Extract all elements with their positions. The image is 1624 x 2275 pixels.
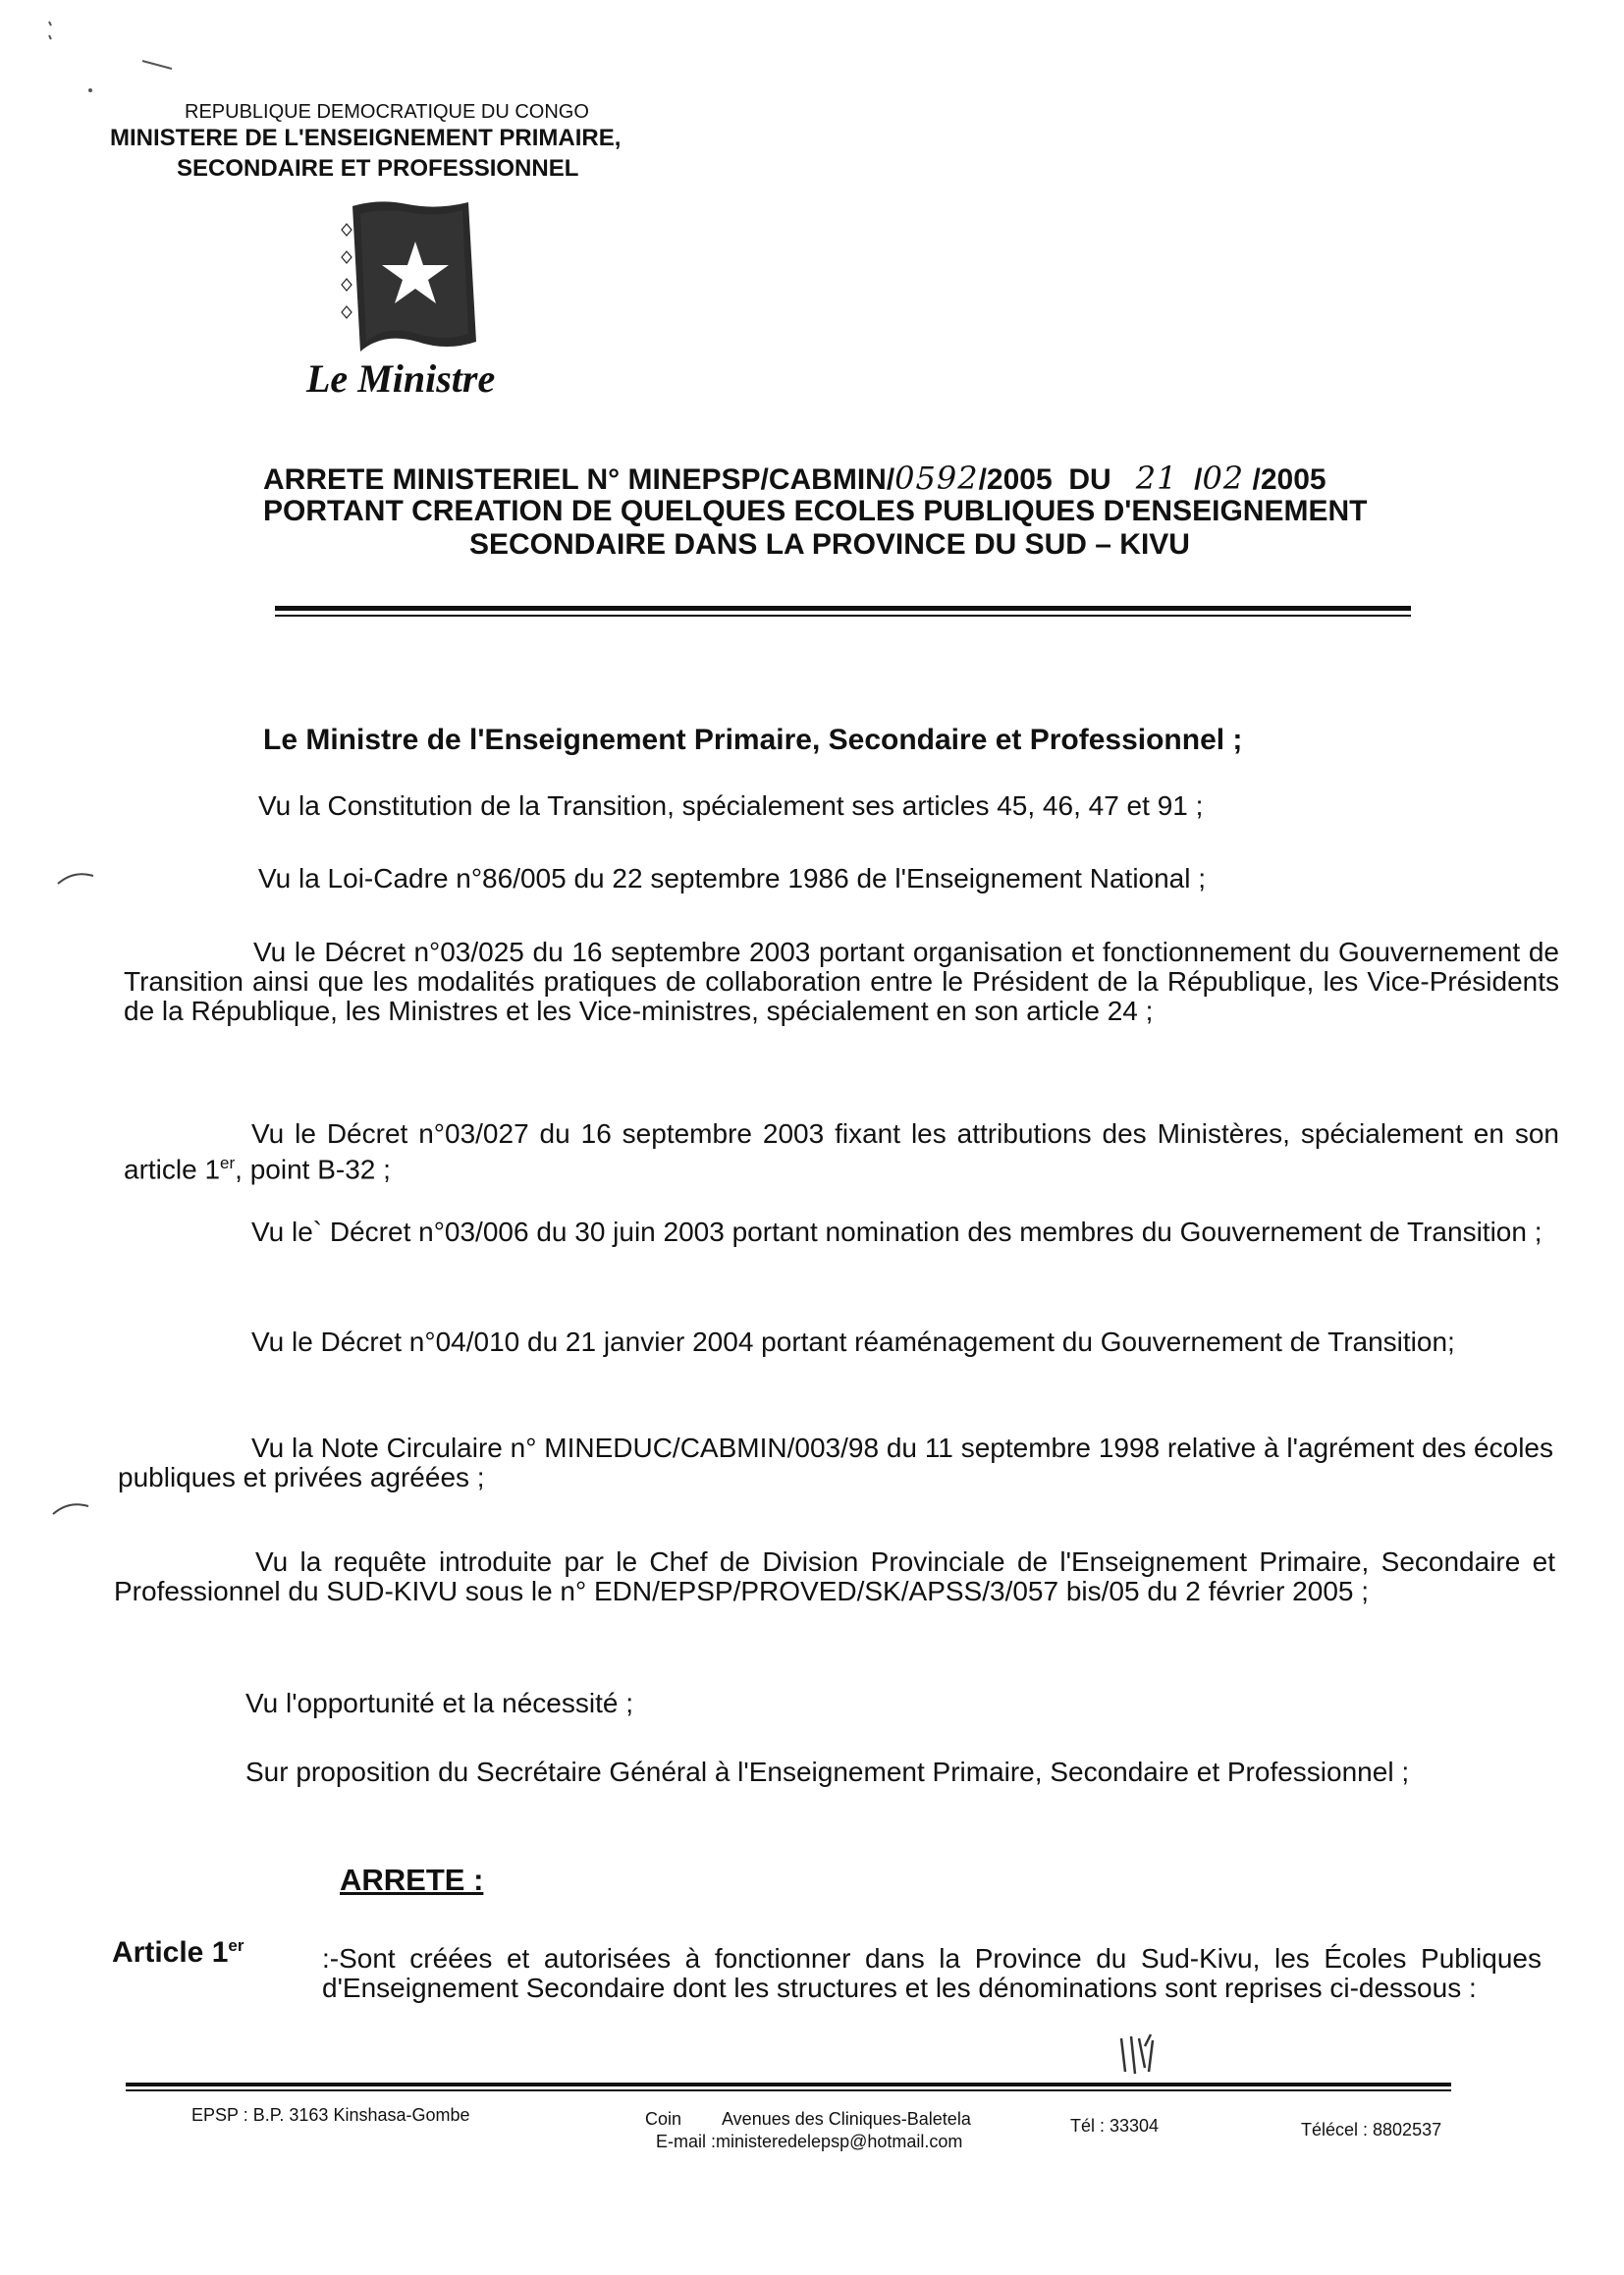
ministry-line-2: SECONDAIRE ET PROFESSIONNEL xyxy=(177,155,579,182)
vu-opportunite: Vu l'opportunité et la nécessité ; xyxy=(245,1688,633,1718)
footer-divider-thin xyxy=(126,2089,1451,2091)
decree-title-line-3: SECONDAIRE DANS LA PROVINCE DU SUD – KIVU xyxy=(469,528,1190,561)
vu-decret-03-027-sup: er xyxy=(220,1154,236,1172)
margin-mark-2 xyxy=(49,1492,98,1522)
vu-decret-03-027-end: , point B-32 ; xyxy=(235,1154,391,1185)
vu-decret-03-027 xyxy=(124,1119,1559,1184)
decree-number-handwritten: 0592 xyxy=(894,460,979,497)
decree-date-year: /2005 xyxy=(1252,463,1326,496)
vu-decret-03-006: Vu le` Décret n°03/006 du 30 juin 2003 portant nomination des membres du Gouvernement de Transition ; xyxy=(251,1217,1543,1247)
signature-title: Le Ministre xyxy=(306,356,496,401)
article-1-label xyxy=(112,1936,244,1970)
decree-date-sep: / xyxy=(1194,463,1203,496)
decree-title-line-2: PORTANT CREATION DE QUELQUES ECOLES PUBLIQUES D'ENSEIGNEMENT xyxy=(263,495,1368,527)
footer-telecel: Télécel : 8802537 xyxy=(1301,2120,1442,2140)
decree-title-line-1 xyxy=(263,461,1326,497)
minister-intro: Le Ministre de l'Enseignement Primaire, Secondaire et Professionnel ; xyxy=(263,724,1243,756)
decree-du: DU xyxy=(1068,463,1111,496)
initials-mark xyxy=(1110,2029,1168,2084)
footer-coin: Coin xyxy=(645,2109,682,2129)
scan-marks-top xyxy=(39,0,196,118)
footer-email: E-mail :ministeredelepsp@hotmail.com xyxy=(656,2132,963,2151)
title-divider-thick xyxy=(275,606,1411,611)
ministry-line-1: MINISTERE DE L'ENSEIGNEMENT PRIMAIRE, xyxy=(110,125,622,151)
footer-divider-thick xyxy=(126,2083,1451,2086)
country-name: REPUBLIQUE DEMOCRATIQUE DU CONGO xyxy=(185,101,589,123)
footer-bp: EPSP : B.P. 3163 Kinshasa-Gombe xyxy=(191,2105,470,2125)
decree-title-prefix: ARRETE MINISTERIEL N° MINEPSP/CABMIN/ xyxy=(263,463,895,496)
vu-requete: Vu la requête introduite par le Chef de Division Provinciale de l'Enseignement Primaire, Secondaire et Professionnel du SUD-KIVU sous le n° EDN/EPSP/PROVED/SK/APSS/3/057 bis/05 du 2 février 2005 ; xyxy=(114,1546,1555,1606)
congo-flag-star-icon xyxy=(339,194,486,371)
decree-year: /2005 xyxy=(978,463,1053,496)
vu-loi-cadre: Vu la Loi-Cadre n°86/005 du 22 septembre 1986 de l'Enseignement National ; xyxy=(258,863,1207,894)
margin-mark-1 xyxy=(54,864,103,894)
decree-day-handwritten: 21 xyxy=(1135,460,1178,497)
vu-constitution: Vu la Constitution de la Transition, spécialement ses articles 45, 46, 47 et 91 ; xyxy=(258,790,1204,821)
vu-note-circulaire: Vu la Note Circulaire n° MINEDUC/CABMIN/003/98 du 11 septembre 1998 relative à l'agrément des écoles publiques et privées agréées ; xyxy=(118,1433,1553,1492)
article-1-label-text: Article 1 xyxy=(112,1936,229,1969)
vu-decret-03-025: Vu le Décret n°03/025 du 16 septembre 2003 portant organisation et fonctionnement du Gouvernement de Transition ainsi que les modalités pratiques de collaboration entre le Président de la République, les Vice-Présidents de la République, les Ministres et les Vice-ministres, spécialement en son article 24 ; xyxy=(124,937,1559,1026)
title-divider-thin xyxy=(275,615,1411,617)
footer-tel: Tél : 33304 xyxy=(1070,2116,1160,2136)
decree-month-handwritten: 02 xyxy=(1202,460,1245,497)
article-1-text: :-Sont créées et autorisées à fonctionner dans la Province du Sud-Kivu, les Écoles Publiques d'Enseignement Secondaire dont les structures et les dénominations sont reprises ci-dessous : xyxy=(322,1943,1542,2003)
footer-avenues: Avenues des Cliniques-Baletela xyxy=(722,2109,971,2129)
arrete-heading: ARRETE : xyxy=(340,1863,484,1897)
sur-proposition: Sur proposition du Secrétaire Général à l'Enseignement Primaire, Secondaire et Professionnel ; xyxy=(245,1757,1410,1787)
article-1-label-sup: er xyxy=(228,1936,244,1955)
vu-decret-03-027-text: Vu le Décret n°03/027 du 16 septembre 2003 fixant les attributions des Ministères, spécialement en son article 1 xyxy=(124,1118,1559,1185)
vu-decret-04-010: Vu le Décret n°04/010 du 21 janvier 2004 portant réaménagement du Gouvernement de Transition; xyxy=(251,1327,1455,1357)
